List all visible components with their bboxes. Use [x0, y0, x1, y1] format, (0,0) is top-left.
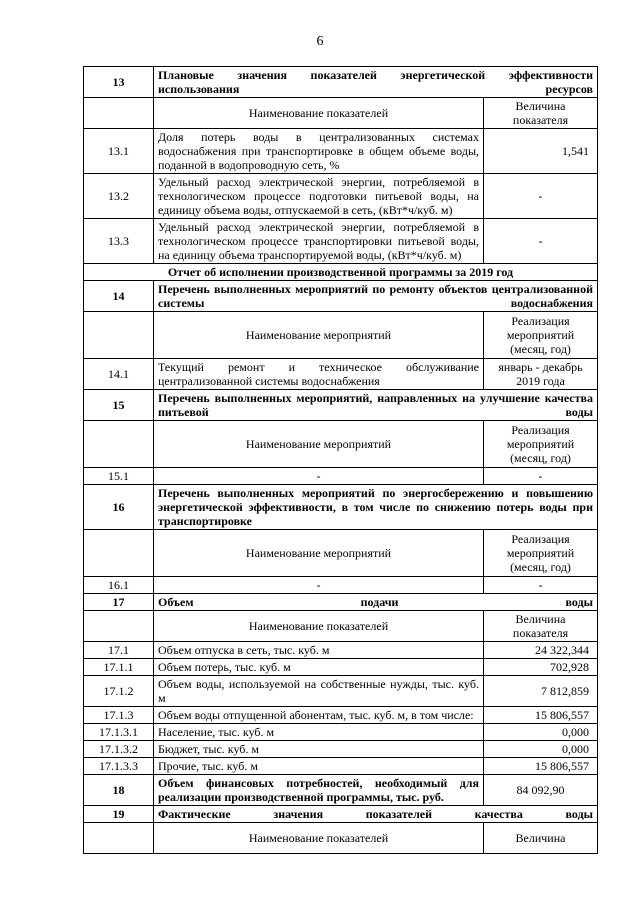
row-number: 14.1 [84, 359, 154, 390]
row-text: Объем потерь, тыс. куб. м [154, 659, 484, 676]
column-header-value: Реализация мероприятий (месяц, год) [484, 312, 598, 359]
row-number: 15.1 [84, 468, 154, 485]
table-row [84, 485, 598, 530]
row-value: 24 322,344 [484, 642, 598, 659]
section-title: Плановые значения показателей энергетической эффективности использования ресурсов [154, 67, 598, 98]
row-value: 0,000 [484, 741, 598, 758]
section-number: 19 [84, 806, 154, 823]
row-value: 15 806,557 [484, 758, 598, 775]
section-title: Объем подачи воды [154, 594, 598, 611]
column-header-name: Наименование мероприятий [154, 421, 484, 468]
row-number: 16.1 [84, 577, 154, 594]
row-text: Объем воды, используемой на собственные нужды, тыс. куб. м [154, 676, 484, 707]
row-text: Текущий ремонт и техническое обслуживание централизованной системы водоснабжения [154, 359, 484, 390]
table-row [84, 642, 598, 659]
section-title: Перечень выполненных мероприятий по ремонту объектов централизованной системы водоснабжения [154, 281, 598, 312]
row-text: - [154, 577, 484, 594]
table-row [84, 724, 598, 741]
column-header-name: Наименование показателей [154, 823, 484, 854]
row-text: Бюджет, тыс. куб. м [154, 741, 484, 758]
table-row [84, 577, 598, 594]
table-row [84, 281, 598, 312]
table-row [84, 359, 598, 390]
table-row [84, 823, 598, 854]
table-row [84, 611, 598, 642]
row-text: Объем финансовых потребностей, необходимый для реализации производственной программы, тыс. руб. [154, 775, 484, 806]
row-value: январь - декабрь 2019 года [484, 359, 598, 390]
row-number: 17.1.3 [84, 707, 154, 724]
section-number: 17 [84, 594, 154, 611]
table-row [84, 707, 598, 724]
row-value: - [484, 174, 598, 219]
table-row [84, 129, 598, 174]
row-value: 7 812,859 [484, 676, 598, 707]
table-row [84, 468, 598, 485]
column-header-value: Реализация мероприятий (месяц, год) [484, 421, 598, 468]
table-row [84, 312, 598, 359]
section-title: Фактические значения показателей качества воды [154, 806, 598, 823]
row-text: Прочие, тыс. куб. м [154, 758, 484, 775]
row-number: 18 [84, 775, 154, 806]
column-header-value: Величина показателя [484, 611, 598, 642]
table-row [84, 676, 598, 707]
row-text: Население, тыс. куб. м [154, 724, 484, 741]
section-number: 16 [84, 485, 154, 530]
column-header-name: Наименование мероприятий [154, 312, 484, 359]
column-header-value: Реализация мероприятий (месяц, год) [484, 530, 598, 577]
section-title: Перечень выполненных мероприятий, направленных на улучшение качества питьевой воды [154, 390, 598, 421]
column-header-name: Наименование показателей [154, 611, 484, 642]
row-value: - [484, 219, 598, 264]
row-text: - [154, 468, 484, 485]
section-number: 13 [84, 67, 154, 98]
table-row [84, 530, 598, 577]
table-row [84, 594, 598, 611]
row-text: Удельный расход электрической энергии, потребляемой в технологическом процессе транспортировки питьевой воды, на единицу объема транспортируемой воды, (кВт*ч/куб. м) [154, 219, 484, 264]
row-value: - [484, 577, 598, 594]
row-value: 702,928 [484, 659, 598, 676]
header-spacer [84, 421, 154, 468]
table-row [84, 775, 598, 806]
row-number: 17.1 [84, 642, 154, 659]
header-spacer [84, 611, 154, 642]
table-row [84, 174, 598, 219]
column-header-value: Величина [484, 823, 598, 854]
row-text: Доля потерь воды в централизованных системах водоснабжения при транспортировке в общем объеме воды, поданной в водопроводную сеть, % [154, 129, 484, 174]
table-row [84, 67, 598, 98]
section-number: 14 [84, 281, 154, 312]
table-row [84, 264, 598, 281]
row-value: 15 806,557 [484, 707, 598, 724]
table-row [84, 659, 598, 676]
table-row [84, 758, 598, 775]
row-text: Объем воды отпущенной абонентам, тыс. куб. м, в том числе: [154, 707, 484, 724]
table-row [84, 98, 598, 129]
row-number: 13.2 [84, 174, 154, 219]
page-number: 6 [316, 34, 324, 49]
header-spacer [84, 98, 154, 129]
header-spacer [84, 823, 154, 854]
section-title: Перечень выполненных мероприятий по энергосбережению и повышению энергетической эффективности, в том числе по снижению потерь воды при транспортировке [154, 485, 598, 530]
report-banner: Отчет об исполнении производственной программы за 2019 год [84, 264, 598, 281]
row-number: 17.1.1 [84, 659, 154, 676]
header-spacer [84, 312, 154, 359]
section-number: 15 [84, 390, 154, 421]
column-header-name: Наименование мероприятий [154, 530, 484, 577]
program-table [83, 66, 598, 854]
row-value: 84 092,90 [484, 775, 598, 806]
column-header-value: Величина показателя [484, 98, 598, 129]
table-row [84, 741, 598, 758]
row-number: 17.1.3.1 [84, 724, 154, 741]
column-header-name: Наименование показателей [154, 98, 484, 129]
table-row [84, 390, 598, 421]
row-text: Удельный расход электрической энергии, потребляемой в технологическом процессе подготовки питьевой воды, на единицу объема воды, отпускаемой в сеть, (кВт*ч/куб. м) [154, 174, 484, 219]
header-spacer [84, 530, 154, 577]
table-row [84, 806, 598, 823]
row-text: Объем отпуска в сеть, тыс. куб. м [154, 642, 484, 659]
row-value: - [484, 468, 598, 485]
row-number: 13.3 [84, 219, 154, 264]
row-value: 1,541 [484, 129, 598, 174]
row-value: 0,000 [484, 724, 598, 741]
table-row [84, 219, 598, 264]
table-row [84, 421, 598, 468]
row-number: 17.1.3.3 [84, 758, 154, 775]
row-number: 13.1 [84, 129, 154, 174]
row-number: 17.1.2 [84, 676, 154, 707]
row-number: 17.1.3.2 [84, 741, 154, 758]
